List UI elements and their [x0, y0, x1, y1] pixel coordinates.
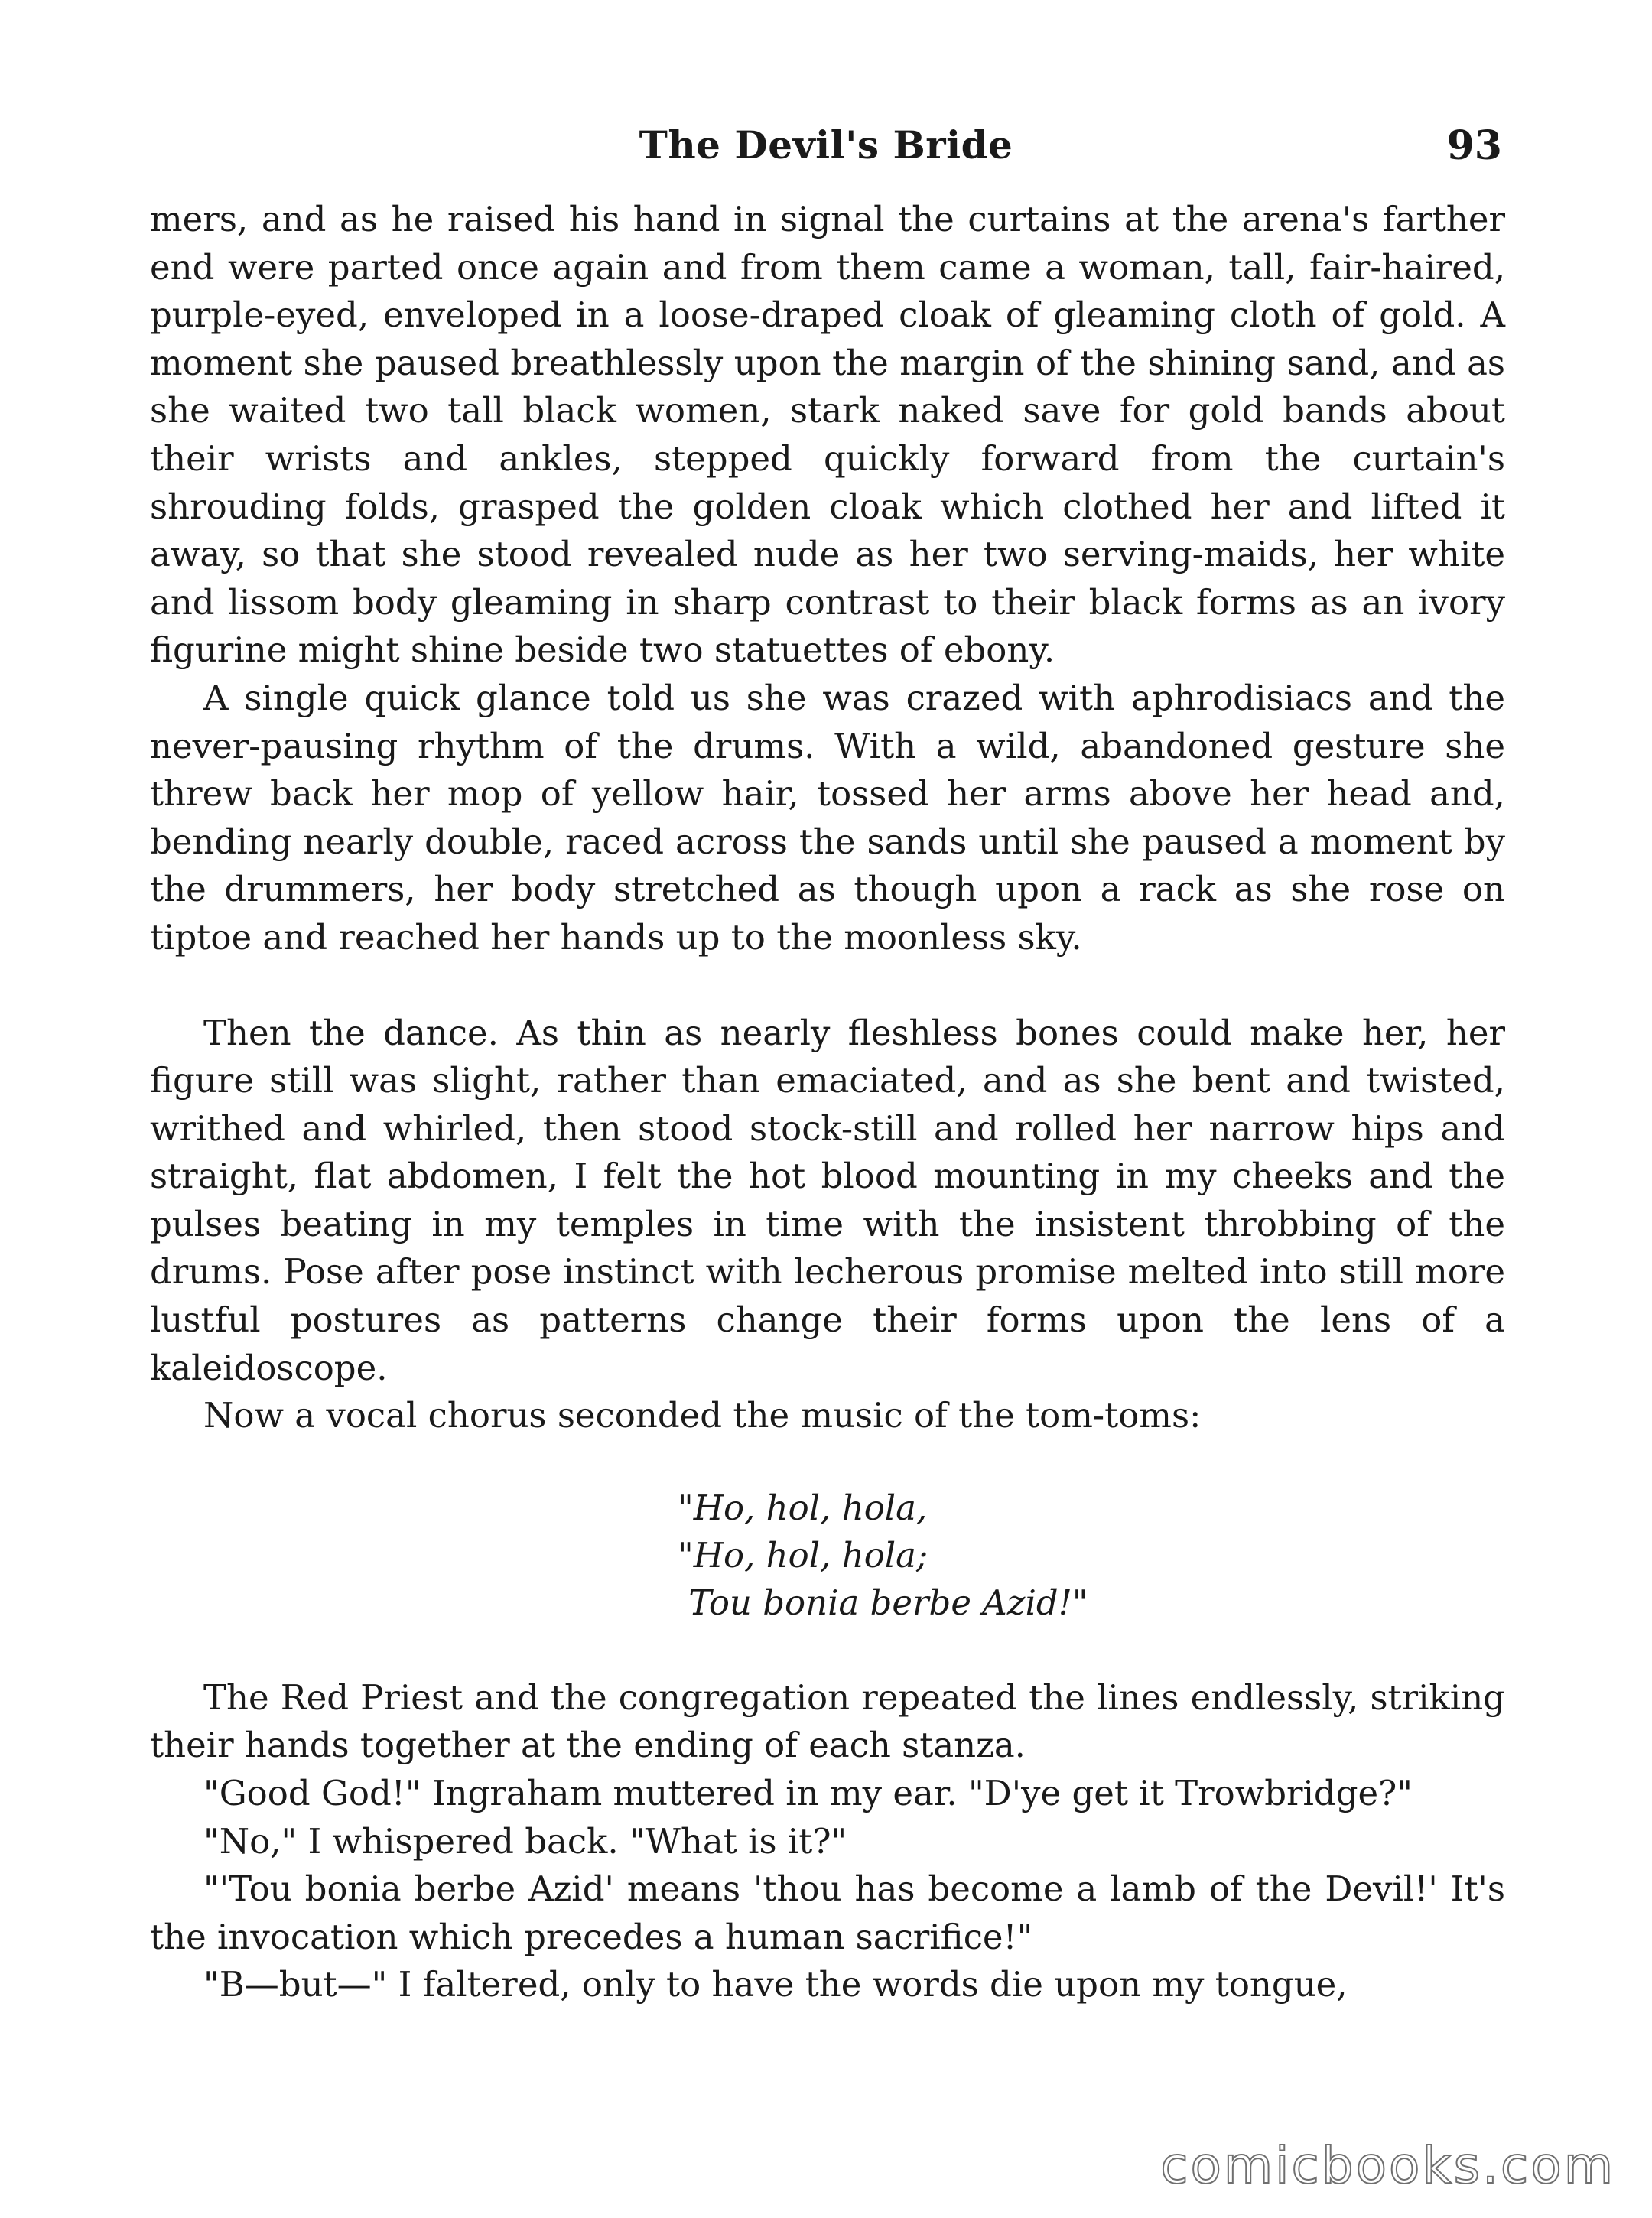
paragraph-1: mers, and as he raised his hand in signal the curtains at the arena's farther end were parted once again and from them came a woman, tall, fair-haired, purple-eyed, enveloped in a loose-draped cloak of gleaming cloth of gold. A moment she paused breathlessly upon the margin of the shining sand, and as she waited two tall black women, stark naked save for gold bands about their wrists and ankles, stepped quickly forward from the curtain's shrouding folds, grasped the golden cloak which clothed her and lifted it away, so that she stood revealed nude as her two serving-maids, her white and lissom body gleaming in sharp contrast to their black forms as an ivory figurine might shine beside two statuettes of ebony. — [150, 199, 1505, 671]
verse-line-2: "Ho, hol, hola; — [678, 1534, 928, 1576]
paragraph-9: "B—but—" I faltered, only to have the words die upon my tongue, — [203, 1964, 1348, 2005]
site-watermark: comicbooks.com — [1160, 2136, 1615, 2195]
chant-verse — [678, 1485, 1505, 1627]
verse-line-3: Tou bonia berbe Azid!" — [678, 1582, 1088, 1623]
page-number: 93 — [1446, 122, 1502, 169]
paragraph-4: Now a vocal chorus seconded the music of the tom-toms: — [203, 1395, 1202, 1436]
paragraph-6: "Good God!" Ingraham muttered in my ear. "D'ye get it Trowbridge?" — [203, 1773, 1413, 1814]
paragraph-2: A single quick glance told us she was crazed with aphrodisiacs and the never-pausing rhythm of the drums. With a wild, abandoned gesture she threw back her mop of yellow hair, tossed her arms above her head and, bending nearly double, raced across the sands until she paused a moment by the drummers, her body stretched as though upon a rack as she rose on tiptoe and reached her hands up to the moonless sky. — [150, 677, 1505, 958]
paragraph-7: "No," I whispered back. "What is it?" — [203, 1820, 847, 1862]
body-text — [150, 196, 1505, 2009]
paragraph-3: Then the dance. As thin as nearly fleshless bones could make her, her figure still was slight, rather than emaciated, and as she bent and twisted, writhed and whirled, then stood stock-still and rolled her narrow hips and straight, flat abdomen, I felt the hot blood mounting in my cheeks and the pulses beating in my temples in time with the insistent throbbing of the drums. Pose after pose instinct with lecherous promise melted into still more lustful postures as patterns change their forms upon the lens of a kaleidoscope. — [150, 1012, 1505, 1388]
paragraph-8: "'Tou bonia berbe Azid' means 'thou has become a lamb of the Devil!' It's the invocation which precedes a human sacrifice!" — [150, 1868, 1505, 1957]
verse-line-1: "Ho, hol, hola, — [678, 1487, 928, 1528]
page-header — [150, 122, 1502, 176]
running-title: The Devil's Bride — [639, 122, 1013, 167]
paragraph-5: The Red Priest and the congregation repeated the lines endlessly, striking their hands together at the ending of each stanza. — [150, 1677, 1505, 1766]
